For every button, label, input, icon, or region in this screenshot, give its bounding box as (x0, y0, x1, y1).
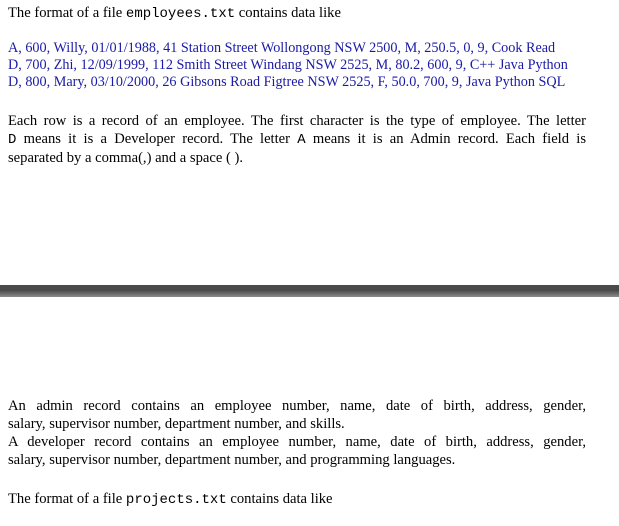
description-line-2-mid: means it is a Developer record. The letter (23, 131, 291, 147)
record-description-paragraph (8, 112, 586, 167)
description-line-2 (8, 130, 586, 149)
description-line-2-end: means it is an Admin record. Each field is (312, 131, 587, 147)
admin-code-letter: A (297, 132, 306, 148)
employees-sample-data (8, 40, 586, 91)
data-line-developer-mary: D, 800, Mary, 03/10/2000, 26 Gibsons Road Figtree NSW 2525, F, 50.0, 700, 9, Java Python SQL (8, 74, 566, 90)
projects-filename: projects.txt (125, 492, 227, 508)
intro-suffix: contains data like (238, 5, 341, 21)
developer-record-line-2: salary, supervisor number, department number, and programming languages. (8, 452, 456, 468)
projects-format-intro (8, 490, 586, 509)
projects-intro-suffix: contains data like (230, 491, 333, 507)
description-line-3: separated by a comma(,) and a space ( ). (8, 150, 244, 166)
admin-record-line-1: An admin record contains an employee number, name, date of birth, address, gender, (8, 398, 586, 414)
projects-intro-prefix: The format of a file (8, 491, 123, 507)
data-line-admin-willy: A, 600, Willy, 01/01/1988, 41 Station Street Wollongong NSW 2500, M, 250.5, 0, 9, Cook Read (8, 40, 556, 56)
developer-code-letter: D (8, 132, 17, 148)
description-line-1: Each row is a record of an employee. The first character is the type of employee. The letter (8, 113, 586, 129)
admin-record-paragraph (8, 397, 586, 433)
employees-filename: employees.txt (125, 6, 236, 22)
employees-format-intro (8, 4, 586, 23)
section-divider (0, 285, 619, 297)
intro-prefix: The format of a file (8, 5, 123, 21)
developer-record-line-1: A developer record contains an employee number, name, date of birth, address, gender, (8, 434, 586, 450)
developer-record-paragraph (8, 433, 586, 469)
admin-record-line-2: salary, supervisor number, department number, and skills. (8, 416, 345, 432)
data-line-developer-zhi: D, 700, Zhi, 12/09/1999, 112 Smith Street Windang NSW 2525, M, 80.2, 600, 9, C++ Java Python (8, 57, 568, 73)
